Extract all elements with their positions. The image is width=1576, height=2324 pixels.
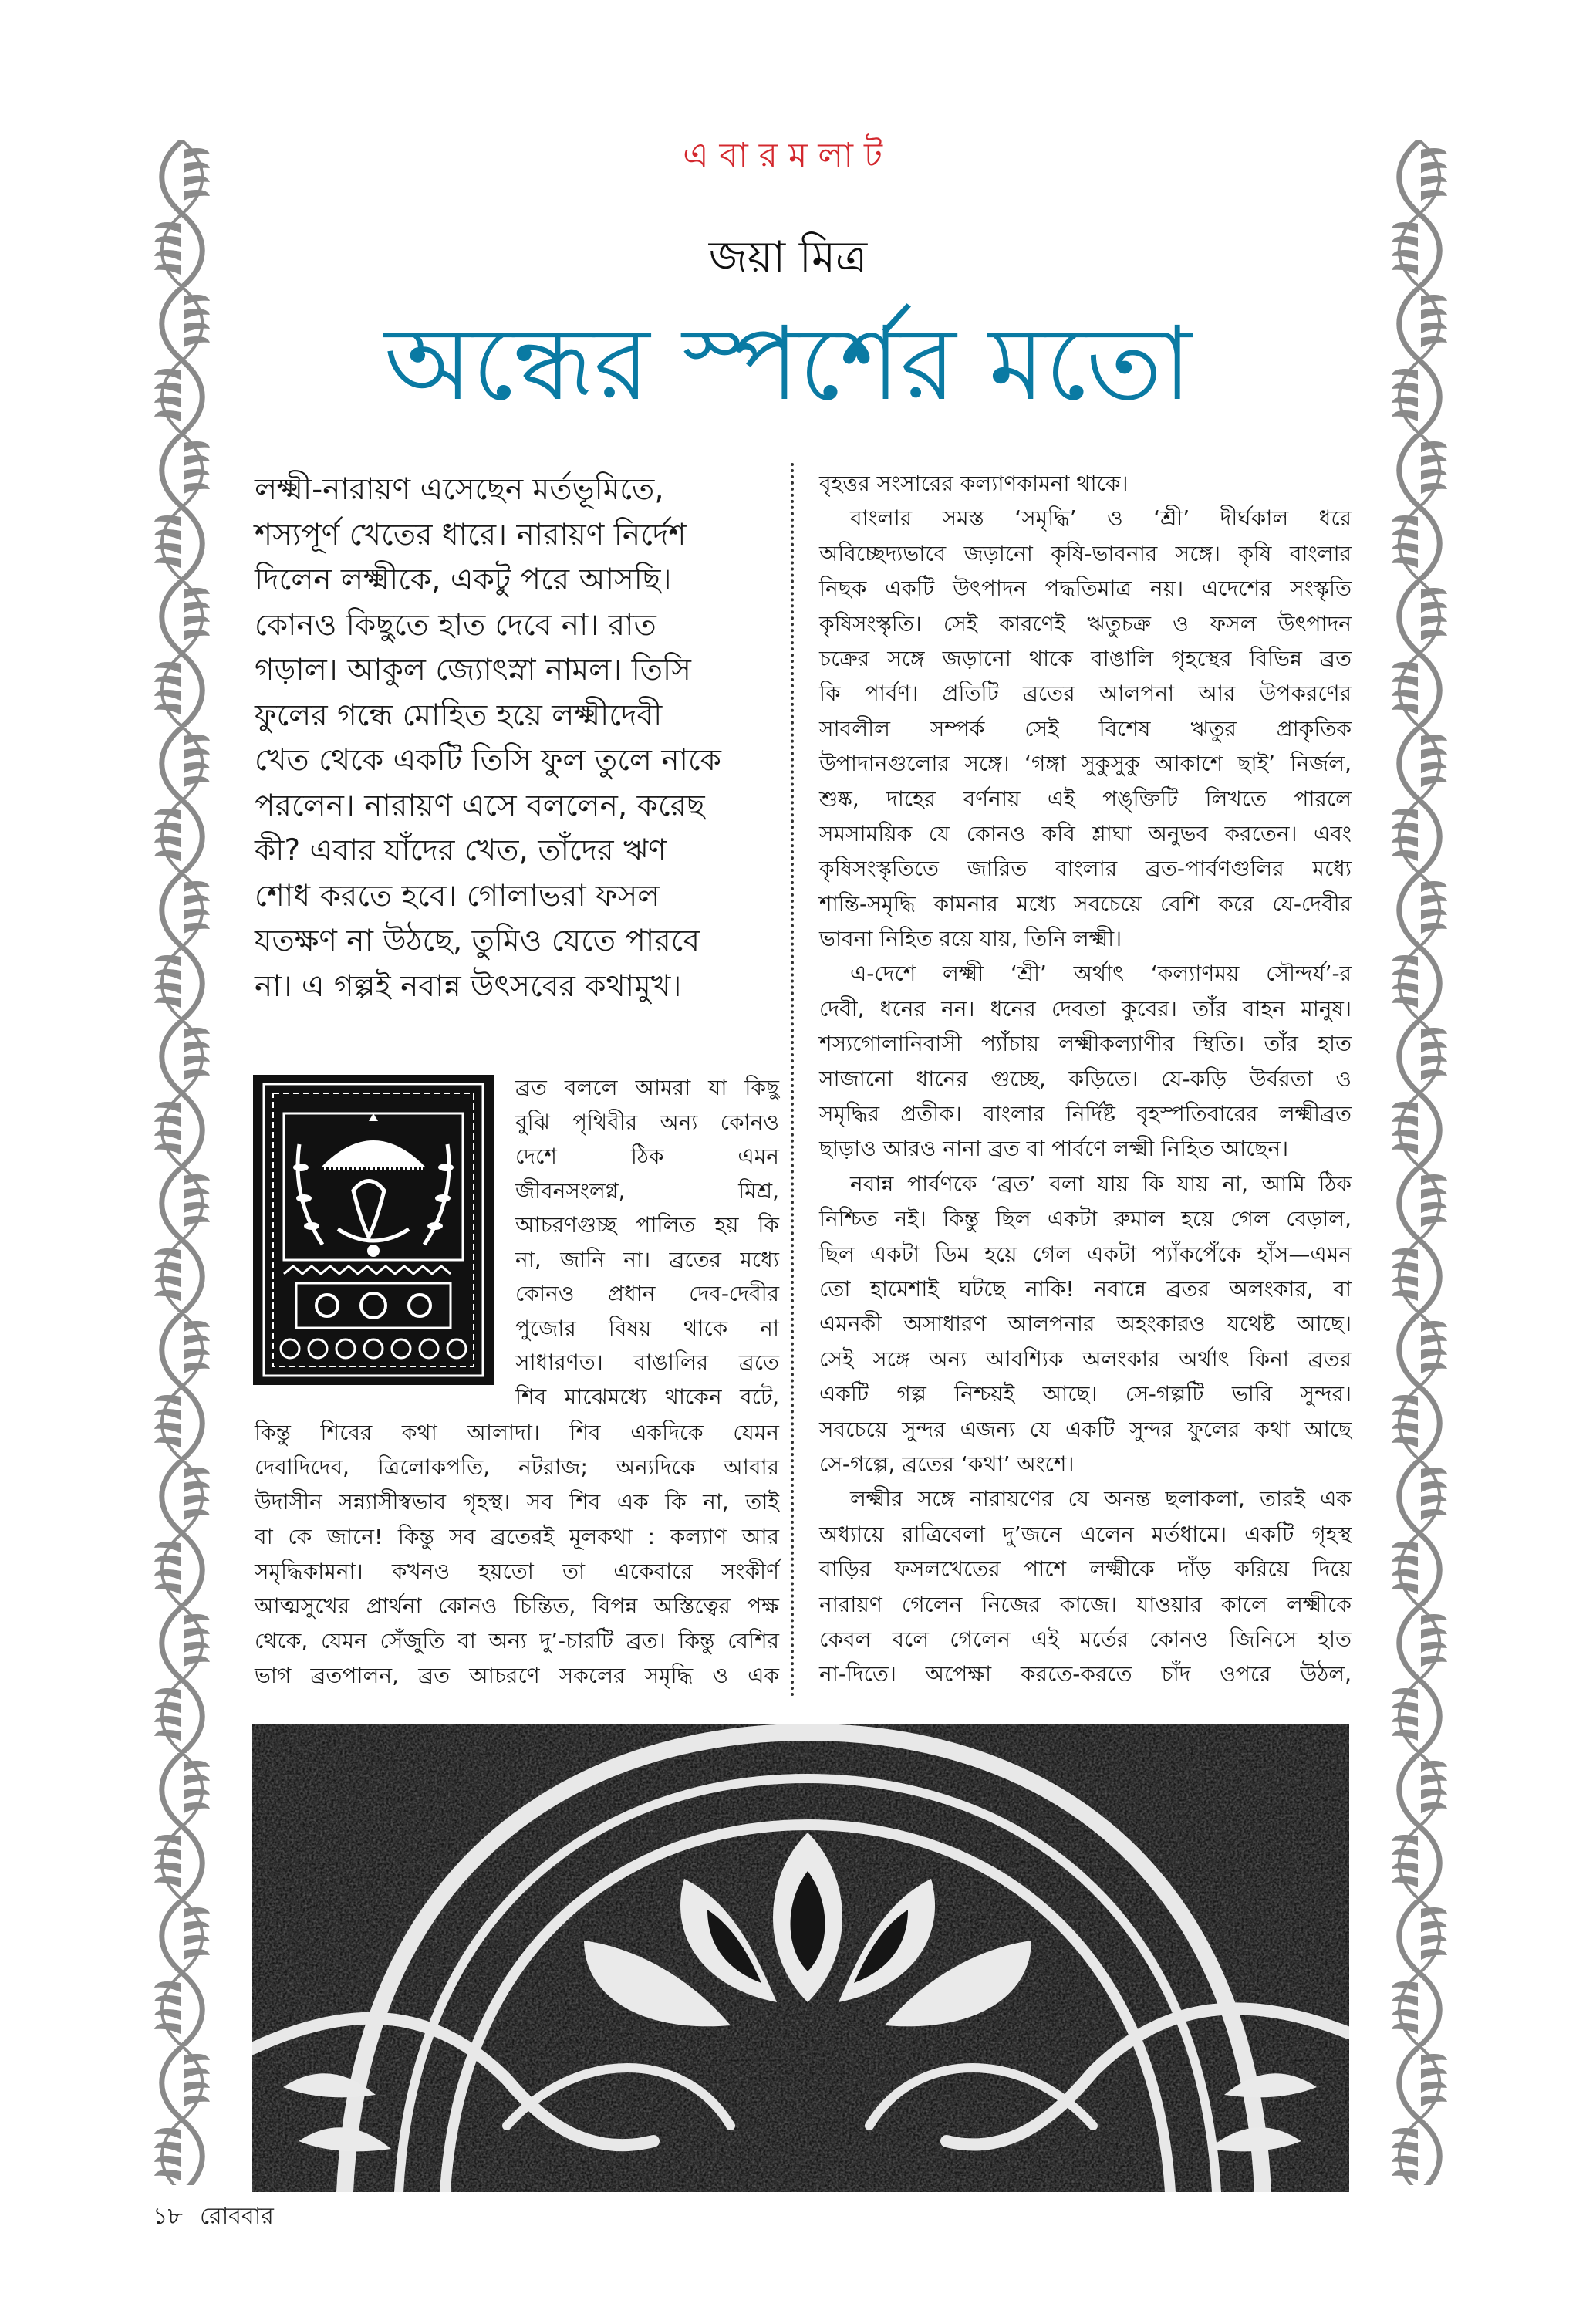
text-line: কী? এবার যাঁদের খেত, তাঁদের ঋণ xyxy=(255,833,667,868)
text-line: উপাদানগুলোর সঙ্গে। ‘গঙ্গা সুকুসুকু আকাশে ছাই’ নির্জল, xyxy=(819,751,1352,777)
body-text-beside-image xyxy=(515,1071,779,1414)
woodcut-illustration xyxy=(253,1075,494,1385)
text-line: সমৃদ্ধির প্রতীক। বাংলার নির্দিষ্ট বৃহস্পতিবারের লক্ষ্মীব্রত xyxy=(819,1101,1352,1127)
text-line: থেকে, যেমন সেঁজুতি বা অন্য দু’-চারটি ব্রত। কিন্তু বেশির xyxy=(255,1628,779,1653)
text-line: বৃহত্তর সংসারের কল্যাণকামনা থাকে। xyxy=(819,471,1129,496)
body-text-right-column xyxy=(819,466,1352,1692)
magazine-name: রোববার xyxy=(199,2203,274,2230)
text-line: নিশ্চিত নই। কিন্তু ছিল একটা রুমাল হয়ে গেল বেড়াল, xyxy=(819,1206,1352,1232)
text-line: ছাড়াও আরও নানা ব্রত বা পার্বণে লক্ষ্মী নিহিত আছেন। xyxy=(819,1136,1289,1162)
text-line: গড়াল। আকুল জ্যোৎস্না নামল। তিসি xyxy=(255,653,691,687)
text-line: কোনও কিছুতে হাত দেবে না। রাত xyxy=(255,607,656,643)
text-line: না-দিতে। অপেক্ষা করতে-করতে চাঁদ ওপরে উঠল, xyxy=(819,1661,1352,1687)
right-ornamental-border xyxy=(1389,140,1450,2185)
page-number: ১৮ xyxy=(153,2203,183,2230)
text-line: সবচেয়ে সুন্দর এজন্য যে একটি সুন্দর ফুলের কথা আছে xyxy=(819,1416,1352,1442)
page-footer xyxy=(153,2197,291,2237)
text-line: একটি গল্প নিশ্চয়ই আছে। সে-গল্পটি ভারি সুন্দর। xyxy=(819,1381,1352,1407)
text-line: জীবনসংলগ্ন, মিশ্র, xyxy=(515,1177,779,1204)
text-line: ছিল একটা ডিম হয়ে গেল একটা প্যাঁকপেঁকে হাঁস—এমন xyxy=(819,1241,1352,1267)
text-line: আত্মসুখের প্রার্থনা কোনও চিন্তিত, বিপন্ন অস্তিত্বের পক্ষ xyxy=(255,1593,779,1619)
text-line: ফুলের গন্ধে মোহিত হয়ে লক্ষ্মীদেবী xyxy=(255,698,663,733)
text-line: সাধারণত। বাঙালির ব্রতে xyxy=(515,1349,779,1375)
text-line: পুজোর বিষয় থাকে না xyxy=(515,1315,779,1341)
text-line: তো হামেশাই ঘটছে নাকি! নবান্নে ব্রতর অলংকার, বা xyxy=(819,1275,1352,1302)
text-line: লক্ষ্মীর সঙ্গে নারায়ণের যে অনন্ত ছলাকলা, তারই এক xyxy=(850,1486,1352,1512)
text-line: আচরণগুচ্ছ পালিত হয় কি xyxy=(515,1212,779,1238)
left-ornamental-border xyxy=(151,140,213,2185)
text-line: ভাবনা নিহিত রয়ে যায়, তিনি লক্ষ্মী। xyxy=(819,926,1122,952)
text-line: চক্রের সঙ্গে জড়ানো থাকে বাঙালি গৃহস্থের বিভিন্ন ব্রত xyxy=(819,645,1352,671)
text-line: নবান্ন পার্বণকে ‘ব্রত’ বলা যায় কি যায় না, আমি ঠিক xyxy=(850,1170,1352,1197)
text-line: কৃষিসংস্কৃতি। সেই কারণেই ঋতুচক্র ও ফসল উৎপাদন xyxy=(819,610,1352,637)
text-line: বুঝি পৃথিবীর অন্য কোনও xyxy=(515,1109,779,1135)
text-line: শোধ করতে হবে। গোলাভরা ফসল xyxy=(255,878,660,914)
text-line: শস্যগোলানিবাসী প্যাঁচায় লক্ষ্মীকল্যাণীর স্থিতি। তাঁর হাত xyxy=(819,1031,1352,1057)
text-line: দেবাদিদেব, ত্রিলোকপতি, নটরাজ; অন্যদিকে আবার xyxy=(255,1454,779,1480)
text-line: বা কে জানে! কিন্তু সব ব্রতেরই মূলকথা : কল্যাণ আর xyxy=(255,1524,779,1549)
text-line: দিলেন লক্ষ্মীকে, একটু পরে আসছি। xyxy=(255,562,672,597)
text-line: অধ্যায়ে রাত্রিবেলা দু’জনে এলেন মর্তধামে। একটি গৃহস্থ xyxy=(819,1521,1352,1547)
text-line: দেবী, ধনের নন। ধনের দেবতা কুবের। তাঁর বাহন মানুষ। xyxy=(819,995,1352,1022)
text-line: সে-গল্পে, ব্রতের ‘কথা’ অংশে। xyxy=(819,1451,1075,1477)
text-line: সমৃদ্ধিকামনা। কখনও হয়তো তা একেবারে সংকীর্ণ xyxy=(255,1559,779,1584)
text-line: কিন্তু শিবের কথা আলাদা। শিব একদিকে যেমন xyxy=(255,1420,779,1445)
text-line: নারায়ণ গেলেন নিজের কাজে। যাওয়ার কালে লক্ষ্মীকে xyxy=(819,1591,1352,1617)
text-line: বাড়ির ফসলখেতের পাশে লক্ষ্মীকে দাঁড় করিয়ে দিয়ে xyxy=(819,1556,1352,1583)
body-text-left-column xyxy=(255,1415,779,1693)
text-line: শান্তি-সমৃদ্ধি কামনার মধ্যে সবচেয়ে বেশি করে যে-দেবীর xyxy=(819,890,1352,917)
text-line: শিব মাঝেমধ্যে থাকেন বটে, xyxy=(515,1383,779,1410)
text-line: সমসাময়িক যে কোনও কবি শ্লাঘা অনুভব করতেন। এবং xyxy=(819,820,1352,846)
text-line: না, জানি না। ব্রতের মধ্যে xyxy=(515,1246,779,1272)
text-line: পরলেন। নারায়ণ এসে বললেন, করেছ xyxy=(255,788,705,823)
text-line: ব্রত বললে আমরা যা কিছু xyxy=(515,1075,779,1100)
text-line: শস্যপূর্ণ খেতের ধারে। নারায়ণ নির্দেশ xyxy=(255,517,687,552)
text-line: এমনকী অসাধারণ আলপনার অহংকারও যথেষ্ট আছে। xyxy=(819,1311,1352,1337)
text-line: সাজানো ধানের গুচ্ছে, কড়িতে। যে-কড়ি উর্বরতা ও xyxy=(819,1066,1352,1092)
section-kicker: এবারমলাট xyxy=(683,136,893,175)
text-line: ভাগ ব্রতপালন, ব্রত আচরণে সকলের সমৃদ্ধি ও এক xyxy=(255,1663,779,1688)
text-line: লক্ষ্মী-নারায়ণ এসেছেন মর্তভূমিতে, xyxy=(255,472,664,507)
author-name: জয়া মিত্র xyxy=(708,232,868,282)
text-line: যতক্ষণ না উঠছে, তুমিও যেতে পারবে xyxy=(255,924,700,958)
intro-paragraph xyxy=(255,468,779,1009)
text-line: দেশে ঠিক এমন xyxy=(515,1143,779,1169)
text-line: উদাসীন সন্ন্যাসীস্বভাব গৃহস্থ। সব শিব এক কি না, তাই xyxy=(255,1489,779,1515)
text-line: না। এ গল্পই নবান্ন উৎসবের কথামুখ। xyxy=(255,968,682,1004)
column-divider xyxy=(791,463,794,1697)
text-line: কোনও প্রধান দেব-দেবীর xyxy=(515,1281,779,1306)
text-line: শুষ্ক, দাহের বর্ণনায় এই পঙ্‌ক্তিটি লিখতে পারলে xyxy=(819,785,1352,812)
text-line: কৃষিসংস্কৃতিতে জারিত বাংলার ব্রত-পার্বণগুলির মধ্যে xyxy=(819,856,1352,882)
text-line: কি পার্বণ। প্রতিটি ব্রতের আলপনা আর উপকরণের xyxy=(819,681,1352,707)
text-line: সেই সঙ্গে অন্য আবশ্যিক অলংকার অর্থাৎ কিনা ব্রতর xyxy=(819,1346,1352,1372)
text-line: নিছক একটি উৎপাদন পদ্ধতিমাত্র নয়। এদেশের সংস্কৃতি xyxy=(819,576,1352,602)
alpona-photograph xyxy=(252,1724,1349,2192)
text-line: কেবল বলে গেলেন এই মর্তের কোনও জিনিসে হাত xyxy=(819,1626,1352,1652)
text-line: খেত থেকে একটি তিসি ফুল তুলে নাকে xyxy=(255,743,721,778)
text-line: অবিচ্ছেদ্যভাবে জড়ানো কৃষি-ভাবনার সঙ্গে। কৃষি বাংলার xyxy=(819,540,1352,566)
text-line: এ-দেশে লক্ষ্মী ‘শ্রী’ অর্থাৎ ‘কল্যাণময় সৌন্দর্য’-র xyxy=(850,961,1352,987)
article-title: অন্ধের স্পর্শের মতো xyxy=(383,305,1193,424)
text-line: বাংলার সমস্ত ‘সমৃদ্ধি’ ও ‘শ্রী’ দীর্ঘকাল ধরে xyxy=(850,505,1352,532)
text-line: সাবলীল সম্পর্ক সেই বিশেষ ঋতুর প্রাকৃতিক xyxy=(819,715,1352,741)
